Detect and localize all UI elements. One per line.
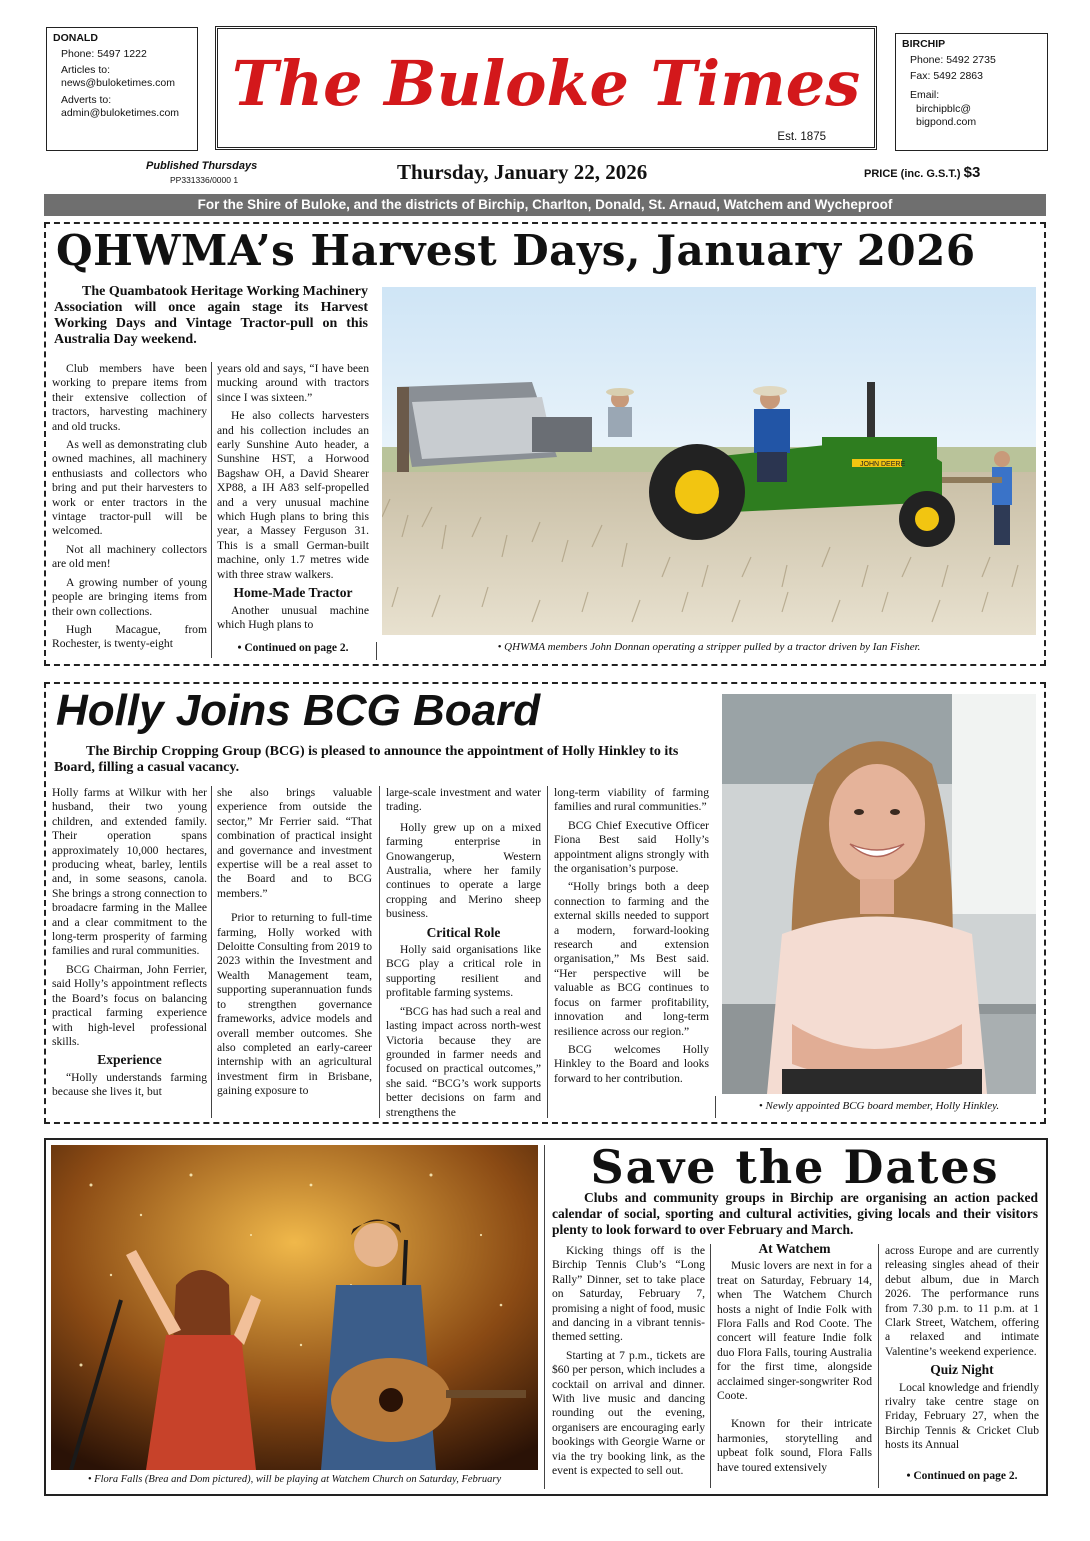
- masthead: [215, 26, 877, 150]
- subhead-at-watchem: At Watchem: [758, 1242, 831, 1256]
- holly-portrait-photo: [722, 694, 1036, 1094]
- birchip-fax: Fax: 5492 2863: [910, 70, 983, 83]
- tractor-photo-art: [382, 287, 1036, 635]
- paragraph: Prior to returning to full-time farming, Holly worked with Deloitte Consulting from 2019 to 2023 within the Investment and Wealth Management team, supporting superannuation funds to strengthen governance frameworks, advice models and overall member outcomes. She also completed an early-career internship with an agricultural investment firm in Brisbane, gaining exposure to: [217, 911, 372, 1098]
- story-bcg-col4: [554, 786, 709, 1118]
- story-qhwma-headline: QHWMA’s Harvest Days, January 2026: [56, 226, 976, 275]
- story-dates-col2: [717, 1242, 872, 1488]
- paragraph: Known for their intricate harmonies, storytelling and upbeat folk sound, Flora Falls have toured extensively: [717, 1417, 872, 1474]
- paragraph: Music lovers are next in for a treat on Saturday, February 14, when The Watchem Church hosts a night of Indie Folk with Flora Falls and Rod Coote. The concert will feature Indie folk duo Flora Falls, touring Australia for the first time, alongside acclaimed singer-songwriter Rod Coote.: [717, 1259, 872, 1403]
- paragraph: BCG Chairman, John Ferrier, said Holly’s appointment reflects the Board’s focus on balancing practical farming experience with high-level professional skills.: [52, 962, 207, 1048]
- flora-falls-photo: [51, 1145, 538, 1470]
- birchip-email-line1[interactable]: birchipblc@: [916, 102, 972, 115]
- column-rule: [376, 642, 377, 660]
- story-dates-headline: Save the Dates: [590, 1140, 1000, 1194]
- paragraph: As well as demonstrating club owned machines, all machinery enthusiasts and collectors who bring and put their harvesters to work or enter tractors in the vintage tractor-pull will be welcomed.: [52, 438, 207, 538]
- donald-adverts-label: Adverts to:: [61, 93, 112, 106]
- issue-date: Thursday, January 22, 2026: [397, 160, 648, 184]
- donald-articles-label: Articles to:: [61, 64, 111, 77]
- tractor-photo-caption: • QHWMA members John Donnan operating a stripper pulled by a tractor driven by Ian Fisher.: [497, 641, 921, 653]
- story-bcg-col1: [52, 786, 207, 1118]
- tractor-photo: [382, 287, 1036, 635]
- column-rule: [710, 1244, 711, 1488]
- flora-falls-caption: • Flora Falls (Brea and Dom pictured), will be playing at Watchem Church on Saturday, February: [87, 1474, 502, 1485]
- birchip-email-label: Email:: [910, 89, 940, 102]
- paragraph: A growing number of young people are bringing items from their own collections.: [52, 575, 207, 618]
- story-dates-standfirst: Clubs and community groups in Birchip are organising an action packed calendar of social, sporting and cultural activities, giving locals and their visitors plenty to look forward to over February and March.: [552, 1190, 1038, 1237]
- paragraph: Holly farms at Wilkur with her husband, their two young children, and extended family. Their operation spans approximately 10,000 hectares, producing wheat, barley, lentils and, in some seasons, canola. She brings a strong connection to broadacre farming in the Mallee and a clear commitment to the long-term prosperity of farming families and rural communities.: [52, 786, 207, 958]
- price-label: PRICE (inc. G.S.T.): [864, 168, 961, 180]
- price-value: $3: [963, 164, 981, 181]
- column-rule: [715, 1096, 716, 1118]
- column-rule: [211, 786, 212, 1118]
- donald-adverts-email[interactable]: admin@buloketimes.com: [61, 106, 180, 119]
- subhead-critical-role: Critical Role: [426, 924, 501, 940]
- paragraph: Local knowledge and friendly rivalry take centre stage on Friday, February 27, when the Birchip Tennis & Cricket Club hosts its Annual: [885, 1380, 1039, 1452]
- paragraph: “Holly brings both a deep connection to farming and the external skills needed to support a modern, forward-looking research and extension organisation,” Ms Best said. “Her perspective will be valuable as BCG continues to focus on farmer profitability, innovation and long-term resilience across our region.”: [554, 880, 709, 1038]
- story-bcg-headline: Holly Joins BCG Board: [56, 686, 541, 735]
- pp-number: PP331336/0000 1: [170, 175, 239, 185]
- column-rule: [547, 786, 548, 1118]
- paragraph: He also collects harvesters and his collection includes an early Sunshine Auto header, a Sunshine HST, a Horwood Bagshaw OH, a David Shearer XP88, a IH A83 self-propelled and a very unusual machine which Hugh plans to bring this year, a Massey Ferguson 31. This is a small German-built machine, only 1.7 metres wide with three straw walkers.: [217, 409, 369, 581]
- paragraph: Another unusual machine which Hugh plans to: [217, 603, 369, 631]
- paragraph: Holly grew up on a mixed farming enterprise in Gnowangerup, Western Australia, where her family continues to operate a large cropping and Merino sheep business.: [386, 820, 541, 921]
- flora-falls-art: [51, 1145, 538, 1470]
- district-banner: For the Shire of Buloke, and the districts of Birchip, Charlton, Donald, St. Arnaud, Watchem and Wycheproof: [44, 194, 1046, 216]
- paragraph: “BCG has had such a real and lasting impact across north-west Victoria because they are grounded in farmer needs and focused on practical outcomes,” she said. “BCG’s work supports better decisions on farm and strengthens the: [386, 1004, 541, 1118]
- paragraph: BCG welcomes Holly Hinkley to the Board and looks forward to her contribution.: [554, 1042, 709, 1085]
- story-bcg-standfirst: The Birchip Cropping Group (BCG) is pleased to announce the appointment of Holly Hinkley to its Board, filling a casual vacancy.: [54, 744, 679, 775]
- holly-portrait-art: [722, 694, 1036, 1094]
- story-bcg-col3: [386, 786, 541, 1118]
- paragraph: long-term viability of farming families and rural communities.”: [554, 786, 709, 814]
- story-dates-col3: [885, 1244, 1039, 1466]
- birchip-email-line2[interactable]: bigpond.com: [916, 115, 977, 128]
- story-qhwma-col1: [52, 362, 207, 660]
- paragraph: Holly said organisations like BCG play a critical role in supporting resilient and profitable farming systems.: [386, 943, 541, 1000]
- donald-articles-email[interactable]: news@buloketimes.com: [61, 77, 175, 90]
- tractor-brand-label: JOHN DEERE: [860, 461, 906, 468]
- paragraph: BCG Chief Executive Officer Fiona Best said Holly’s appointment aligns strongly with the organisation’s purpose.: [554, 818, 709, 876]
- donald-contact-box: [46, 27, 198, 151]
- story-bcg-col2: [217, 786, 372, 1118]
- column-rule: [211, 362, 212, 658]
- holly-photo-caption: • Newly appointed BCG board member, Holly Hinkley.: [758, 1100, 1000, 1112]
- paragraph: Kicking things off is the Birchip Tennis Club’s “Long Rally” Dinner, set to take place on Saturday, February 7, promising a night of food, music and dancing in a vibrant tennis-themed setting.: [552, 1244, 705, 1344]
- paragraph: across Europe and are currently releasing singles ahead of their debut album, due in March 2026. The performance runs from 7.30 p.m. to 11 p.m. at 1 Clark Street, Watchem, offering a relaxed and intimate Valentine’s weekend experience.: [885, 1244, 1039, 1358]
- price: [864, 164, 980, 181]
- story-qhwma-standfirst: The Quambatook Heritage Working Machinery Association will once again stage its Harvest Working Days and Vintage Tractor-pull on this Australia Day weekend.: [54, 284, 368, 347]
- masthead-title: The Buloke Times: [231, 47, 861, 120]
- paragraph: years old and says, “I have been mucking around with tractors since I was sixteen.”: [217, 362, 369, 404]
- donald-label: DONALD: [53, 32, 98, 44]
- subhead-experience: Experience: [97, 1052, 162, 1068]
- story-dates-col1: [552, 1244, 705, 1488]
- masthead-est: Est. 1875: [777, 131, 826, 143]
- continued-page-2-dates[interactable]: • Continued on page 2.: [906, 1470, 1018, 1482]
- paragraph: large-scale investment and water trading.: [386, 786, 541, 814]
- subhead-quiz-night: Quiz Night: [930, 1362, 994, 1378]
- column-rule: [878, 1244, 879, 1488]
- subhead-home-made-tractor: Home-Made Tractor: [233, 585, 353, 601]
- birchip-phone: Phone: 5492 2735: [910, 54, 996, 67]
- paragraph: Not all machinery collectors are old men!: [52, 542, 207, 571]
- donald-phone: Phone: 5497 1222: [61, 48, 147, 61]
- story-qhwma-col2: [217, 362, 369, 638]
- column-rule: [544, 1145, 545, 1489]
- paragraph: Starting at 7 p.m., tickets are $60 per person, which includes a cocktail on arrival and dinner. With live music and dancing rounding out the evening, organisers are encouraging early bookings with Georgie Warne or via the try booking link, as the event is expected to sell out.: [552, 1348, 705, 1478]
- birchip-label: BIRCHIP: [902, 38, 946, 50]
- paragraph: Club members have been working to prepare items from their extensive collection of tractors, harvesting machinery and old trucks.: [52, 362, 207, 433]
- continued-page-2[interactable]: • Continued on page 2.: [237, 642, 349, 654]
- published-thursdays: Published Thursdays: [146, 160, 258, 172]
- paragraph: “Holly understands farming because she lives it, but: [52, 1070, 207, 1099]
- paragraph: she also brings valuable experience from outside the sector,” Mr Ferrier said. “That combination of practical insight and governance and investment expertise will be a real asset to the Board and to BCG members.”: [217, 786, 372, 900]
- column-rule: [379, 786, 380, 1118]
- birchip-contact-box: [895, 33, 1048, 151]
- paragraph: Hugh Macague, from Rochester, is twenty-eight: [52, 622, 207, 651]
